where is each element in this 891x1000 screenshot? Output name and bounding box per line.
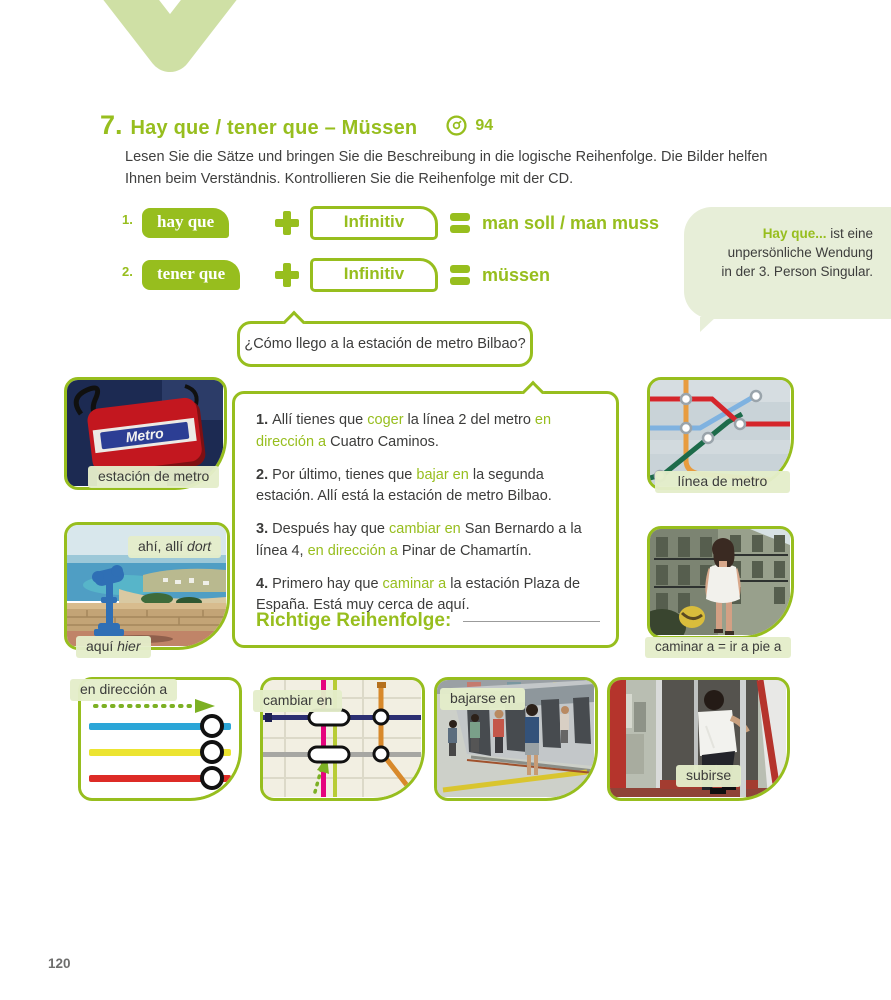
instructions [125, 147, 815, 191]
cd-icon [445, 114, 468, 137]
instructions-line-1: Lesen Sie die Sätze und bringen Sie die Beschreibung in die logische Reihenfolge. Die Bilder helfen [125, 149, 768, 165]
infinitive-box: Infinitiv [310, 258, 438, 292]
formula-row-2 [122, 258, 550, 292]
equals-icon [438, 213, 482, 233]
grammar-note-highlight: Hay que... [762, 226, 827, 241]
label-walk: caminar a = ir a pie a [645, 637, 791, 658]
formula-result: man soll / man muss [482, 212, 660, 233]
verb-chunk-box: hay que [142, 208, 229, 238]
label-here-de: hier [117, 638, 141, 654]
order-answer-row [256, 610, 600, 632]
track-number: 94 [475, 116, 494, 134]
answer-sentence: 1. Allí tienes que coger la línea 2 del metro en dirección a Cuatro Caminos. [256, 412, 552, 450]
instructions-line-2: Ihnen beim Verständnis. Kontrollieren Sie die Reihenfolge mit der CD. [125, 170, 574, 187]
photo-woman-walking [647, 526, 794, 639]
grammar-note-bubble [684, 207, 891, 319]
infinitive-box: Infinitiv [310, 206, 438, 240]
plus-icon [275, 263, 299, 287]
metro-sign-text: Metro [124, 424, 165, 446]
order-label: Richtige Reihenfolge: [256, 610, 452, 631]
label-get-off: bajarse en [440, 688, 525, 710]
label-there [128, 536, 221, 558]
answer-box [232, 391, 619, 648]
grammar-note-text [717, 224, 873, 281]
label-metro-station: estación de metro [88, 466, 219, 488]
label-here-es: aquí [86, 638, 118, 654]
answer-sentence: 2. Por último, tienes que bajar en la segunda estación. Allí está la estación de metro Bilbao. [256, 466, 552, 505]
chevron-down-decoration [92, 0, 248, 80]
audio-track [445, 114, 493, 137]
answer-sentence: 3. Después hay que cambiar en San Bernardo a la línea 4, en dirección a Pinar de Chamartín. [256, 521, 582, 559]
label-there-de: dort [187, 538, 212, 554]
label-there-es: ahí, allí [138, 538, 188, 554]
label-here [76, 636, 151, 658]
question-bubble [237, 321, 533, 367]
section-title: Hay que / tener que – Müssen [130, 117, 418, 139]
bubble-tail [522, 381, 545, 404]
section-number: 7. [100, 110, 123, 140]
formula-number: 1. [122, 211, 133, 227]
bubble-tail [283, 311, 306, 334]
equals-icon [438, 265, 482, 285]
formula-row-1 [122, 206, 659, 240]
plus-icon [275, 211, 299, 235]
answer-blank-line [463, 621, 600, 622]
section-header [100, 110, 493, 141]
formula-number: 2. [122, 263, 133, 279]
label-metro-line: línea de metro [655, 471, 790, 493]
note-bubble-tail [700, 317, 716, 332]
label-change: cambiar en [253, 690, 342, 712]
grammar-note-rest: ist eine unpersönliche Wendung in der 3. Person Singular. [721, 226, 873, 280]
formula-result: müssen [482, 264, 551, 285]
verb-chunk-box: tener que [142, 260, 240, 290]
label-get-on: subirse [676, 765, 741, 787]
question-text: ¿Cómo llego a la estación de metro Bilbao? [244, 336, 526, 352]
label-direction: en dirección a [70, 679, 177, 701]
answer-sentence: 4. Primero hay que caminar a la estación Plaza de España. Está muy cerca de aquí. [256, 575, 581, 614]
page-number: 120 [48, 956, 71, 971]
